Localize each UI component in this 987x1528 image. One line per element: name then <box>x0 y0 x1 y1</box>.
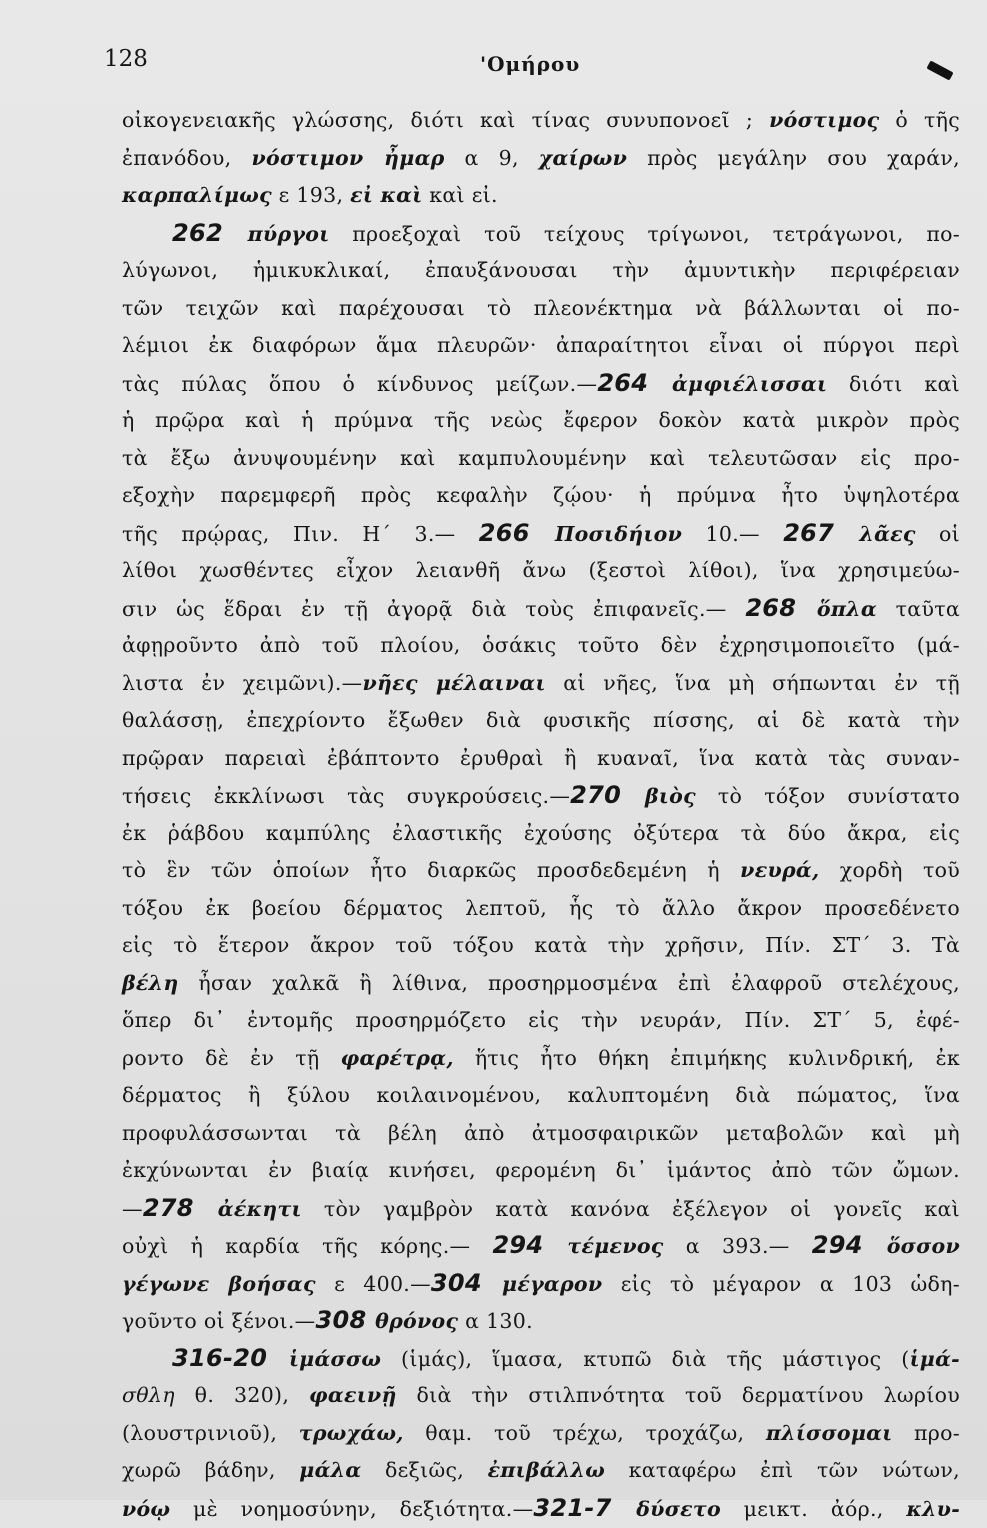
text-line <box>122 402 960 440</box>
text-line <box>122 665 960 703</box>
line-number: 308 <box>315 1306 376 1334</box>
lemma: γέγωνε βοήσας <box>122 1271 316 1296</box>
lemma: βέλη <box>122 970 179 995</box>
text-line <box>122 440 960 478</box>
lemma: καρπαλίμως <box>122 183 272 207</box>
lemma: μάλα <box>299 1458 362 1482</box>
text-segment: εἰς τὸ μέγαρον α 103 ὡδη- <box>602 1271 960 1296</box>
text-segment: δέρματος ἢ ξύλου κοιλαινομένου, καλυπτομένη διὰ πώματος, ἵνα <box>122 1083 960 1107</box>
text-segment: ὅπερ δι᾽ ἐντομῆς προσηρμόζετο εἰς τὴν νευράν, Πίν. ΣΤ΄ 5, ἐφέ- <box>122 1008 960 1032</box>
page-number: 128 <box>104 46 148 72</box>
text-segment: τὸν γαμβρὸν κατὰ κανόνα ἐξέλεγον οἱ γονεῖς καὶ <box>301 1196 960 1221</box>
text-segment: λέμιοι ἐκ διαφόρων ἅμα πλευρῶν· ἀπαραίτητοι εἶναι οἱ πύργοι περὶ <box>122 333 960 357</box>
text-segment: τὸ τόξον συνίστατο <box>695 784 961 808</box>
lemma: δύσετο <box>636 1496 721 1521</box>
text-segment: καταφέρω ἐπὶ τῶν νώτων, <box>605 1458 960 1482</box>
lemma: φαεινῇ <box>309 1383 397 1407</box>
lemma: νόστιμος <box>769 108 880 132</box>
text-segment: καὶ εἰ. <box>422 183 498 207</box>
text-segment: οἱ <box>915 521 961 546</box>
text-line <box>122 140 960 178</box>
lemma: θρόνος <box>375 1309 459 1333</box>
lemma: τέμενος <box>567 1234 664 1258</box>
text-line <box>122 927 960 965</box>
text-line <box>122 515 960 553</box>
text-segment: εξοχὴν παρεμφερῆ πρὸς κεφαλὴν ζῴου· ἡ πρύμνα ἦτο ὑψηλοτέρα <box>122 483 960 507</box>
text-segment: (λουστρινιοῦ), <box>122 1420 299 1445</box>
text-segment: σιν ὡς ἕδραι ἐν τῇ ἀγορᾷ διὰ τοὺς ἐπιφανεῖς.— <box>122 596 746 621</box>
text-segment: θαμ. τοῦ τρέχω, τροχάζω, <box>403 1420 766 1445</box>
text-segment: ροντο δὲ ἐν τῇ <box>122 1045 341 1070</box>
text-line <box>122 365 960 403</box>
text-line <box>122 102 960 140</box>
lemma: εἰ καὶ <box>350 183 423 207</box>
text-segment: εἰς τὸ ἕτερον ἄκρον τοῦ τόξου κατὰ τὴν χρῆσιν, Πίν. ΣΤ΄ 3. Τὰ <box>122 933 960 957</box>
text-segment: ἦσαν χαλκᾶ ἢ λίθινα, προσηρμοσμένα ἐπὶ ἐλαφροῦ στελέχους, <box>178 970 960 995</box>
corner-mark <box>926 60 953 80</box>
lemma: νόῳ <box>122 1496 171 1521</box>
text-segment: — <box>122 1196 143 1221</box>
line-number: 304 <box>430 1268 503 1297</box>
text-segment: α 393.— <box>663 1234 812 1258</box>
text-line <box>122 215 960 253</box>
text-segment: ὁ τῆς <box>879 108 961 132</box>
text-line <box>122 740 960 778</box>
text-segment: θ. 320), <box>174 1383 310 1407</box>
text-segment: προεξοχαὶ τοῦ τείχους τρίγωνοι, τετράγωνοι, πο- <box>329 221 960 246</box>
text-segment: γοῦντο οἱ ξένοι.— <box>122 1309 316 1333</box>
text-line <box>122 1002 960 1040</box>
text-segment: χωρῶ βάδην, <box>122 1458 300 1482</box>
lemma: πλίσσομαι <box>765 1420 893 1445</box>
line-number: 316-20 <box>172 1343 289 1372</box>
text-segment: ἥτις ἦτο θήκη ἐπιμήκης κυλινδρική, ἐκ <box>453 1045 960 1070</box>
text-line <box>122 702 960 740</box>
text-segment: τῶν τειχῶν καὶ παρέχουσαι τὸ πλεονέκτημα νὰ βάλλωνται οἱ πο- <box>122 295 960 320</box>
text-segment: ε 400.— <box>315 1271 431 1296</box>
lemma: νῆες μέλαιναι <box>362 670 546 695</box>
text-line <box>122 1415 960 1453</box>
text-segment: τὸ ἓν τῶν ὁποίων ἦτο διαρκῶς προσδεδεμένη ἡ <box>122 858 741 882</box>
text-segment: λιστα ἐν χειμῶνι).— <box>122 670 363 695</box>
text-segment: τήσεις ἐκκλίνωσι τὰς συγκρούσεις.— <box>122 784 571 808</box>
text-segment: ἡ πρῷρα καὶ ἡ πρύμνα τῆς νεὼς ἔφερον δοκὸν κατὰ μικρὸν πρὸς <box>122 408 960 432</box>
text-line <box>122 1340 960 1378</box>
text-segment: ἐπανόδου, <box>122 145 252 170</box>
text-segment: α 130. <box>458 1309 533 1333</box>
lemma: λᾶες <box>859 521 916 546</box>
text-line <box>122 1077 960 1115</box>
lemma: νευρά, <box>740 858 820 882</box>
line-number: 321-7 <box>533 1493 637 1522</box>
running-head: 'Ομήρου <box>480 52 581 76</box>
text-line <box>122 1227 960 1265</box>
lemma: φαρέτρᾳ, <box>340 1045 454 1070</box>
text-line <box>122 1190 960 1228</box>
lemma: κλυ- <box>906 1496 960 1521</box>
page-header <box>104 44 957 84</box>
lemma: ἀμφιέλισσαι <box>671 371 828 396</box>
text-line <box>122 1452 960 1490</box>
lemma: ἐπιβάλλω <box>487 1458 606 1482</box>
text-line <box>122 177 960 215</box>
text-segment: (ἱμάς), ἵμασα, κτυπῶ διὰ τῆς μάστιγος ( <box>381 1346 910 1371</box>
text-segment: λίθοι χωσθέντες εἶχον λειανθῆ ἄνω (ξεστοὶ λίθοι), ἵνα χρησιμεύω- <box>122 558 960 582</box>
lemma: ὅσσον <box>886 1234 960 1258</box>
lemma: ἀέκητι <box>217 1196 302 1221</box>
text-segment: θαλάσσῃ, ἐπεχρίοντο ἔξωθεν διὰ φυσικῆς πίσσης, αἱ δὲ κατὰ τὴν <box>122 708 960 732</box>
text-segment: 10.— <box>682 521 784 546</box>
lemma: νόστιμον ἦμαρ <box>251 145 445 170</box>
lemma: Ποσιδήιον <box>555 521 683 546</box>
line-number: 264 <box>597 368 672 397</box>
text-segment: μὲ νοημοσύνην, δεξιότητα.— <box>170 1496 534 1521</box>
lemma: τρωχάω, <box>298 1420 404 1445</box>
text-line <box>122 627 960 665</box>
text-line <box>122 777 960 815</box>
text-line <box>122 1490 960 1528</box>
text-segment: α 9, <box>444 145 539 170</box>
line-number: 278 <box>142 1193 218 1222</box>
text-line <box>122 965 960 1003</box>
text-segment: πρὸς μεγάλην σου χαράν, <box>627 145 960 170</box>
line-number: 270 <box>570 781 646 809</box>
text-segment: πρῷραν παρειαὶ ἐβάπτοντο ἐρυθραὶ ἢ κυαναῖ, ἵνα κατὰ τὰς συναν- <box>122 745 960 770</box>
text-segment: ἀφῃροῦντο ἀπὸ τοῦ πλοίου, ὁσάκις τοῦτο δὲν ἐχρησιμοποιεῖτο (μά- <box>122 633 960 657</box>
text-line <box>122 852 960 890</box>
text-segment: ταῦτα <box>876 596 960 621</box>
text-line <box>122 252 960 290</box>
lemma: ἱμάσσω <box>288 1346 382 1371</box>
text-segment: αἱ νῆες, ἵνα μὴ σήπωνται ἐν τῇ <box>545 670 960 695</box>
line-number: 294 <box>811 1231 887 1259</box>
lemma: ἱμά- <box>909 1346 960 1371</box>
text-segment: τόξου ἐκ βοείου δέρματος λεπτοῦ, ἧς τὸ ἄλλο ἄκρον προσεδένετο <box>122 895 960 920</box>
text-segment: οὐχὶ ἡ καρδία τῆς κόρης.— <box>122 1234 493 1258</box>
text-segment: ἐκ ῥάβδου καμπύλης ἐλαστικῆς ἐχούσης ὀξύτερα τὰ δύο ἄκρα, εἰς <box>122 820 960 845</box>
body-text <box>122 102 960 1527</box>
text-segment: τῆς πρῴρας, Πιν. Η΄ 3.— <box>122 521 479 546</box>
text-segment: δεξιῶς, <box>361 1458 488 1482</box>
text-segment: τὰ ἔξω ἀνυψουμένην καὶ καμπυλουμένην καὶ τελευτῶσαν εἰς προ- <box>122 445 960 470</box>
text-segment: τὰς πύλας ὅπου ὁ κίνδυνος μείζων.— <box>122 371 598 396</box>
line-number: 294 <box>492 1231 568 1259</box>
text-segment: λύγωνοι, ἡμικυκλικαί, ἐπαυξάνουσαι τὴν ἀμυντικὴν περιφέρειαν <box>122 258 960 282</box>
text-line <box>122 1302 960 1340</box>
text-segment: χορδὴ τοῦ <box>819 858 961 882</box>
lemma: μέγαρον <box>502 1271 603 1296</box>
line-number: 266 <box>478 518 555 547</box>
line-number: 267 <box>783 518 860 547</box>
text-line <box>122 1115 960 1153</box>
text-segment: προ- <box>892 1420 960 1445</box>
text-line <box>122 327 960 365</box>
line-number: 262 <box>172 218 248 247</box>
text-segment: οἰκογενειακῆς γλώσσης, διότι καὶ τίνας συνυπονοεῖ ; <box>122 108 770 132</box>
text-segment: προφυλάσσωνται τὰ βέλη ἀπὸ ἀτμοσφαιρικῶν μεταβολῶν καὶ μὴ <box>122 1120 960 1145</box>
text-line <box>122 1040 960 1078</box>
text-segment: διὰ τὴν στιλπνότητα τοῦ δερματίνου λωρίου <box>396 1383 960 1407</box>
text-line <box>122 1265 960 1303</box>
lemma: πύργοι <box>247 221 330 246</box>
text-line <box>122 590 960 628</box>
text-line <box>122 1377 960 1415</box>
text-line <box>122 890 960 928</box>
text-line <box>122 815 960 853</box>
text-line <box>122 477 960 515</box>
text-line <box>122 1152 960 1190</box>
text-segment: ἐκχύνωνται ἐν βιαίᾳ κινήσει, φερομένη δι᾽ ἱμάντος ἀπὸ τῶν ὤμων. <box>122 1158 960 1182</box>
line-number: 268 <box>745 593 817 622</box>
lemma: ὅπλα <box>816 596 877 621</box>
text-segment: διότι καὶ <box>827 371 961 396</box>
lemma: βιὸς <box>645 784 696 808</box>
text-line <box>122 290 960 328</box>
lemma: χαίρων <box>538 145 628 170</box>
lemma: σθλη <box>122 1383 175 1407</box>
text-segment: ε 193, <box>271 183 351 207</box>
text-line <box>122 552 960 590</box>
text-segment: μεικτ. ἀόρ., <box>720 1496 907 1521</box>
